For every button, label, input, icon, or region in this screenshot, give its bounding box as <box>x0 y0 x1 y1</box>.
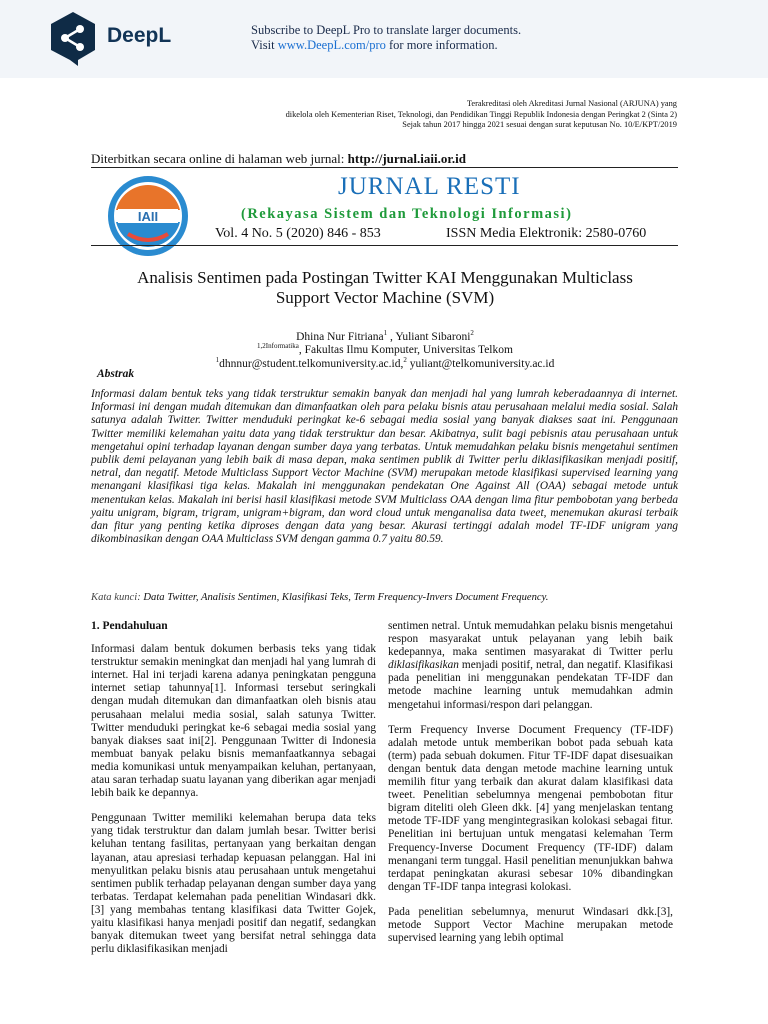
article-title-line-1: Analisis Sentimen pada Postingan Twitter KAI Menggunakan Multiclass <box>137 268 633 287</box>
promo-pre: Visit <box>251 38 278 52</box>
journal-issn: ISSN Media Elektronik: 2580-0760 <box>446 226 647 241</box>
paragraph: Pada penelitian sebelumnya, menurut Windasari dkk.[3], metode Support Vector Machine merupakan metode supervised learning yang lebih optimal <box>388 905 673 945</box>
section-heading: 1. Pendahuluan <box>91 620 168 632</box>
author-2-sup: 2 <box>470 329 474 337</box>
affiliation-sup: 1,2Informatika <box>257 342 299 350</box>
author-2: , Yuliant Sibaroni <box>387 330 471 343</box>
email-2-sup: 2 <box>403 356 407 364</box>
body-column-left <box>91 620 376 968</box>
deepl-promo <box>251 23 521 53</box>
accreditation-line-1: Terakreditasi oleh Akreditasi Jurnal Nasional (ARJUNA) yang <box>466 99 677 108</box>
promo-line-2 <box>251 38 521 53</box>
accreditation-line-3: Sejak tahun 2017 hingga 2021 sesuai dengan surat keputusan No. 10/E/KPT/2019 <box>402 120 677 129</box>
iaii-logo-text: IAII <box>137 209 159 224</box>
accreditation-line-2: dikelola oleh Kementerian Riset, Teknologi, dan Pendidikan Tinggi Republik Indonesia dengan Peringkat 2 (Sinta 2) <box>285 109 677 119</box>
accreditation-note <box>286 99 677 131</box>
abstract-body: Informasi dalam bentuk teks yang tidak terstruktur semakin banyak dan menjadi hal yang lumrah keberadaannya di internet. Informasi ini dengan mudah ditemukan dan dimanfaatkan oleh para pelaku bisnis atau perusahaan melalui media sosial. Salah satunya adalah Twitter. Twitter menduduki peringkat ke-6 sebagai media sosial yang banyak diakses saat ini. Penggunaan Twitter memiliki kelemahan yaitu data yang tidak terstruktur dan besar. Akibatnya, sulit bagi pebisnis atau perusahaan untuk mengetahui opini terhadap layanan dengan sumber daya yang terbatas. Untuk memudahkan pelaku bisnis mengetahui sentimen publik demi pelayanan yang lebih baik di masa depan, maka sentimen publik di Twitter perlu diklasifikasikan menjadi positif, netral, dan negatif. Metode Multiclass Support Vector Machine (SVM) merupakan metode klasifikasi supervised learning yang menangani klasifikasi tiga kelas. Makalah ini menggunakan pendekatan One Against All (OAA) sebagai metode untuk menentukan kelas. Makalah ini berisi hasil klasifikasi metode SVM Multiclass OAA dengan lima fitur pembobotan yang berbeda yaitu unigram, bigram, trigram, unigram+bigram, dan word cloud untuk menganalisa data tweet, menemukan akurasi terbaik dan fitur yang penting ketika diproses dengan data yang besar. Akurasi tertinggi adalah model TF-IDF unigram yang dikombinasikan dengan OAA Multiclass SVM dengan gamma 0.7 yaitu 80.59. <box>91 388 678 546</box>
paragraph-emphasis: diklasifikasikan <box>388 659 459 672</box>
publish-line <box>91 151 466 167</box>
affiliation-text: , Fakultas Ilmu Komputer, Universitas Telkom <box>298 343 513 356</box>
deepl-banner <box>0 0 768 78</box>
iaii-logo-icon <box>108 176 188 256</box>
promo-line-1: Subscribe to DeepL Pro to translate larger documents. <box>251 23 522 37</box>
author-1-sup: 1 <box>383 329 388 337</box>
header-rule-bottom <box>91 245 678 246</box>
abstract-heading: Abstrak <box>97 368 135 380</box>
paragraph-text: sentimen netral. Untuk memudahkan pelaku bisnis mengetahui respon masyarakat untuk pelayanan yang lebih baik kedepannya, maka sentimen masyarakat di Twitter perlu <box>388 620 673 659</box>
keywords <box>91 592 678 603</box>
keywords-label: Kata kunci: <box>91 592 144 603</box>
paragraph <box>388 620 673 712</box>
deepl-logo-icon[interactable] <box>48 10 98 66</box>
journal-url[interactable]: http://jurnal.iaii.or.id <box>347 151 467 166</box>
body-column-right <box>388 620 673 957</box>
article-title-line-2: Support Vector Machine (SVM) <box>275 288 495 307</box>
header-rule-top <box>91 167 678 168</box>
keywords-text: Data Twitter, Analisis Sentimen, Klasifikasi Teks, Term Frequency-Invers Document Frequency. <box>143 592 549 603</box>
deepl-brand: DeepL <box>107 24 172 47</box>
author-emails <box>60 354 710 371</box>
paragraph-text: menjadi positif, netral, dan negatif. Klasifikasi pada penelitian ini menggunakan pendekatan TF-IDF dan metode machine learning untuk memudahkan admin mengetahui informasi/respon dari pelanggan. <box>388 659 673 711</box>
promo-post: for more information. <box>385 38 498 52</box>
journal-volume: Vol. 4 No. 5 (2020) 846 - 853 <box>215 226 381 241</box>
article-title <box>60 268 710 308</box>
paragraph: Informasi dalam bentuk dokumen berbasis teks yang tidak terstruktur semakin meningkat dan menjadi hal yang lumrah di internet. Hal ini terjadi karena adanya peningkatan pengguna internet setiap tahunnya[1]. Informasi tersebut seringkali dengan mudah ditemukan dan dimanfaatkan oleh bisnis atau perusahaan melalui media sosial, salah satunya Twitter. Twitter menduduki peringkat ke-6 sebagai media sosial yang banyak diakses saat ini[2]. Penggunaan Twitter di Indonesia membuat banyak pelaku bisnis memanfaatkannya sebagai media komunikasi untuk menyampaikan keluhan, pertanyaan, atau saran terhadap suatu layanan yang diberikan agar menjadi lebih baik ke depannya. <box>91 643 376 800</box>
paragraph: Term Frequency Inverse Document Frequency (TF-IDF) adalah metode untuk memberikan bobot pada sebuah kata (term) pada sebuah dokumen. Fitur TF-IDF dapat disesuaikan dengan bentuk data dengan metode machine learning untuk memilih fitur yang terbaik dan akurat dalam klasifikasi data tweet. Penelitian sebelumnya mengenai pembobotan fitur bigram diteliti oleh Gleen dkk. [4] yang menjelaskan tentang metode TF-IDF yang mengintegrasikan kolokasi sebagai fitur. Penelitian ini bertujuan untuk mengatasi kelemahan Term Frequency-Inverse Document Frequency (TF-IDF) dalam menangani term tunggal. Hasil penelitian menunjukkan bahwa terdapat peningkatan akurasi sebesar 10% dibandingkan dengan TF-IDF tanpa integrasi kolokasi. <box>388 723 673 893</box>
deepl-pro-link[interactable]: www.DeepL.com/pro <box>277 38 386 52</box>
publish-prefix: Diterbitkan secara online di halaman web jurnal: <box>91 151 348 166</box>
journal-subtitle: (Rekayasa Sistem dan Teknologi Informasi) <box>241 206 573 222</box>
journal-title: JURNAL RESTI <box>338 173 521 200</box>
email-2[interactable]: yuliant@telkomuniversity.ac.id <box>406 357 555 370</box>
email-1[interactable]: dhnnur@student.telkomuniversity.ac.id, <box>219 357 404 370</box>
email-1-sup: 1 <box>215 356 220 364</box>
author-1: Dhina Nur Fitriana <box>296 330 384 343</box>
paragraph: Penggunaan Twitter memiliki kelemahan berupa data teks yang tidak terstruktur dan dalam jumlah besar. Twitter berisi keluhan tentang fasilitas, pertanyaan yang berkaitan dengan layanan, atau apresiasi terhadap kepuasan pelanggan. Hal ini menyulitkan pelaku bisnis atau perusahaan untuk mengetahui sentimen publik terhadap pelayanan dengan sumber daya yang terbatas. Terdapat kelemahan pada penelitian Windasari dkk.[3] yang membahas tentang klasifikasi data Twitter Gojek, yaitu klasifikasi hanya menjadi positif dan negatif, sedangkan banyak ditemukan tweet yang bersifat netral sehingga data perlu diklasifikasikan menjadi <box>91 812 376 956</box>
